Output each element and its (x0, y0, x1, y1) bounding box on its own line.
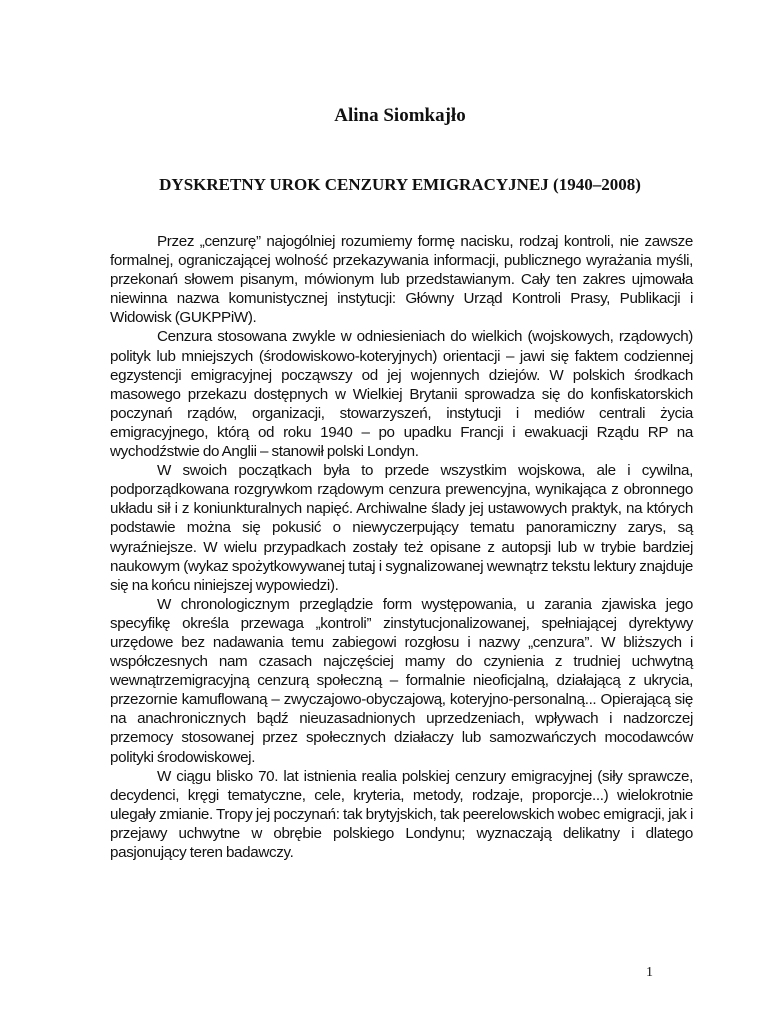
article-title: DYSKRETNY UROK CENZURY EMIGRACYJNEJ (1940–2008) (159, 175, 641, 194)
body-paragraph: W ciągu blisko 70. lat istnienia realia polskiej cenzury emigracyjnej (siły sprawcze, decydenci, kręgi tematyczne, cele, kryteria, metody, rodzaje, proporcje...) wielokrotnie ulegały zmianie. Tropy jej poczynań: tak brytyjskich, tak peerelowskich wobec emigracji, jak i przejawy uchwytne w obrębie polskiego Londynu; wyznaczają delikatny i dlatego pasjonujący teren badawczy. (110, 767, 693, 861)
page-number: 1 (646, 965, 653, 980)
body-paragraph: W chronologicznym przeglądzie form występowania, u zarania zjawiska jego specyfikę określa przewaga „kontroli” zinstytucjonalizowanej, spełniającej dyrektywy urzędowe bez nadawania temu zabiegowi rozgłosu i nazwy „cenzura”. W bliższych i współczesnych nam czasach najczęściej mamy do czynienia z trudniej uchwytną wewnątrzemigracyjną cenzurą społeczną – formalnie nieoficjalną, działającą z ukrycia, przezornie kamuflowaną – zwyczajowo-obyczajową, koteryjno-personalną... Opierającą się na anachronicznych bądź nieuzasadnionych uprzedzeniach, wpływach i nadzorczej przemocy stosowanej przez społecznych działaczy lub samozwańczych mocodawców polityki środowiskowej. (110, 595, 693, 766)
body-paragraph: Cenzura stosowana zwykle w odniesieniach do wielkich (wojskowych, rządowych) polityk lub mniejszych (środowiskowo-koteryjnych) orientacji – jawi się faktem codziennej egzystencji emigracyjnej począwszy od jej wojennych dziejów. W polskich środkach masowego przekazu dostępnych w Wielkiej Brytanii sprowadza się do konfiskatorskich poczynań rządów, organizacji, stowarzyszeń, instytucji i mediów centrali życia emigracyjnego, którą od roku 1940 – po upadku Francji i ewakuacji Rządu RP na wychodźstwie do Anglii – stanowił polski Londyn. (110, 328, 693, 461)
author-name: Alina Siomkajło (334, 105, 466, 126)
article-body (110, 232, 693, 862)
body-paragraph: W swoich początkach była to przede wszystkim wojskowa, ale i cywilna, podporządkowana rozgrywkom rządowym cenzura prewencyjna, wynikająca z obronnego układu sił i z koniunkturalnych napięć. Archiwalne ślady jej ustawowych praktyk, na których podstawie można się pokusić o niewyczerpujący tematu panoramiczny zarys, są wyraźniejsze. W wielu przypadkach zostały też opisane z autopsji lub w trybie bardziej naukowym (wykaz spożytkowywanej tutaj i sygnalizowanej wewnątrz tekstu lektury znajduje się na końcu niniejszej wypowiedzi). (110, 462, 693, 594)
body-paragraph: Przez „cenzurę” najogólniej rozumiemy formę nacisku, rodzaj kontroli, nie zawsze formalnej, ograniczającej wolność przekazywania informacji, publicznego wyrażania myśli, przekonań słowem pisanym, mówionym lub przedstawianym. Cały ten zakres ujmowała niewinna nazwa komunistycznej instytucji: Główny Urząd Kontroli Prasy, Publikacji i Widowisk (GUKPPiW). (110, 233, 693, 327)
